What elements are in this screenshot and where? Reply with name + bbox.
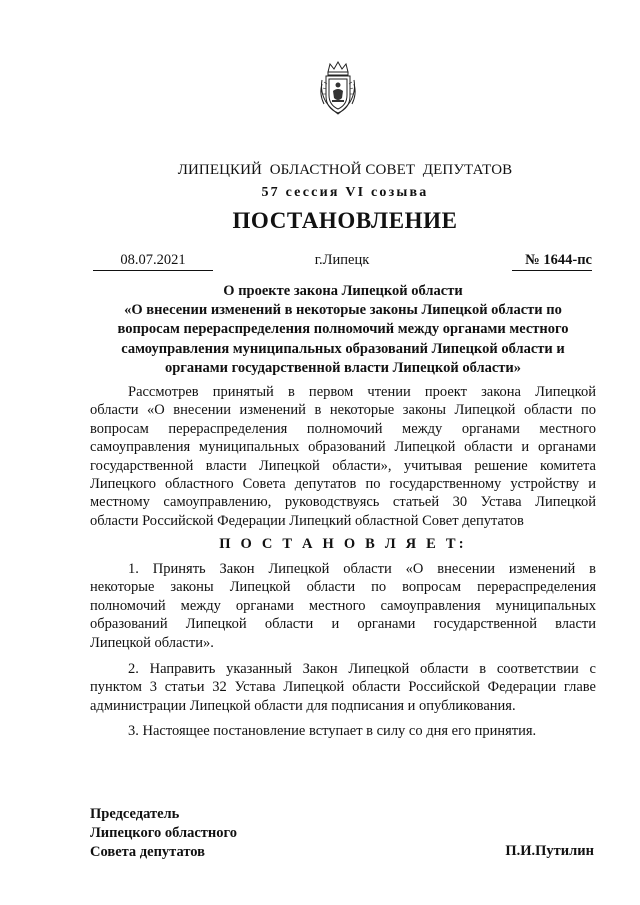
session-label: 57 сессия VI созыва: [261, 185, 429, 200]
title-line: вопросам перераспределения полномочий между органами местного: [117, 321, 569, 338]
resolution-item-2: [90, 660, 596, 715]
council-name: ЛИПЕЦКИЙ ОБЛАСТНОЙ СОВЕТ ДЕПУТАТОВ: [177, 162, 513, 178]
title-line: «О внесении изменений в некоторые законы Липецкой области по: [124, 302, 562, 319]
resolves-heading: П О С Т А Н О В Л Я Е Т:: [219, 536, 467, 552]
preamble-line: вопросам перераспределения полномочий между органами местного: [90, 420, 596, 437]
lipetsk-oblast-coat-of-arms-icon: [318, 58, 358, 116]
signatory-role-line: Липецкого областного: [90, 825, 237, 841]
title-line: органами государственной власти Липецкой области»: [164, 359, 522, 376]
title-line: самоуправления муниципальных образований Липецкой области и: [121, 340, 565, 357]
document-city: г.Липецк: [314, 252, 370, 268]
item-line: 3. Настоящее постановление вступает в силу со дня его принятия.: [128, 723, 537, 739]
item-line: 2. Направить указанный Закон Липецкой области в соответствии с: [128, 661, 596, 677]
preamble-line: области Российской Федерации Липецкий областной Совет депутатов: [90, 512, 524, 529]
signatory-role-line: Совета депутатов: [90, 844, 206, 860]
item-line: некоторые законы Липецкой области по вопросам перераспределения: [90, 579, 596, 596]
resolution-item-3: [90, 722, 596, 740]
preamble-line: государственной власти Липецкой области», учитывая решение комитета: [90, 457, 596, 474]
signatory-position: [90, 805, 237, 862]
item-line: 1. Принять Закон Липецкой области «О внесении изменений в: [128, 561, 596, 577]
document-title: [88, 282, 598, 378]
preamble-line: области «О внесении изменений в некоторые законы Липецкой области по: [90, 402, 596, 419]
item-line: образований Липецкой области и органами государственной власти: [90, 616, 596, 633]
preamble-paragraph: [90, 383, 596, 530]
preamble-line: Рассмотрев принятый в первом чтении проект закона Липецкой: [128, 384, 596, 400]
item-line: пунктом 3 статьи 32 Устава Липецкой области Российской Федерации главе: [90, 679, 596, 696]
resolution-item-1: [90, 560, 596, 652]
item-line: администрации Липецкой области для подписания и опубликования.: [90, 697, 516, 714]
preamble-line: Липецкого областного Совета депутатов по государственному устройству и: [90, 476, 596, 493]
item-line: полномочий между органами местного самоуправления муниципальных: [90, 597, 596, 614]
document-type-heading: ПОСТАНОВЛЕНИЕ: [232, 208, 458, 233]
title-line: О проекте закона Липецкой области: [223, 283, 463, 299]
preamble-line: местному самоуправлению, руководствуясь статьей 30 Устава Липецкой: [90, 494, 596, 511]
preamble-line: самоуправления муниципальных образований Липецкой области и органами: [90, 439, 596, 456]
document-date: 08.07.2021: [93, 252, 213, 271]
document-number: № 1644-пс: [512, 252, 592, 271]
signatory-role-line: Председатель: [90, 806, 180, 822]
signatory-name: П.И.Путилин: [505, 843, 594, 859]
item-line: Липецкой области».: [90, 634, 214, 651]
